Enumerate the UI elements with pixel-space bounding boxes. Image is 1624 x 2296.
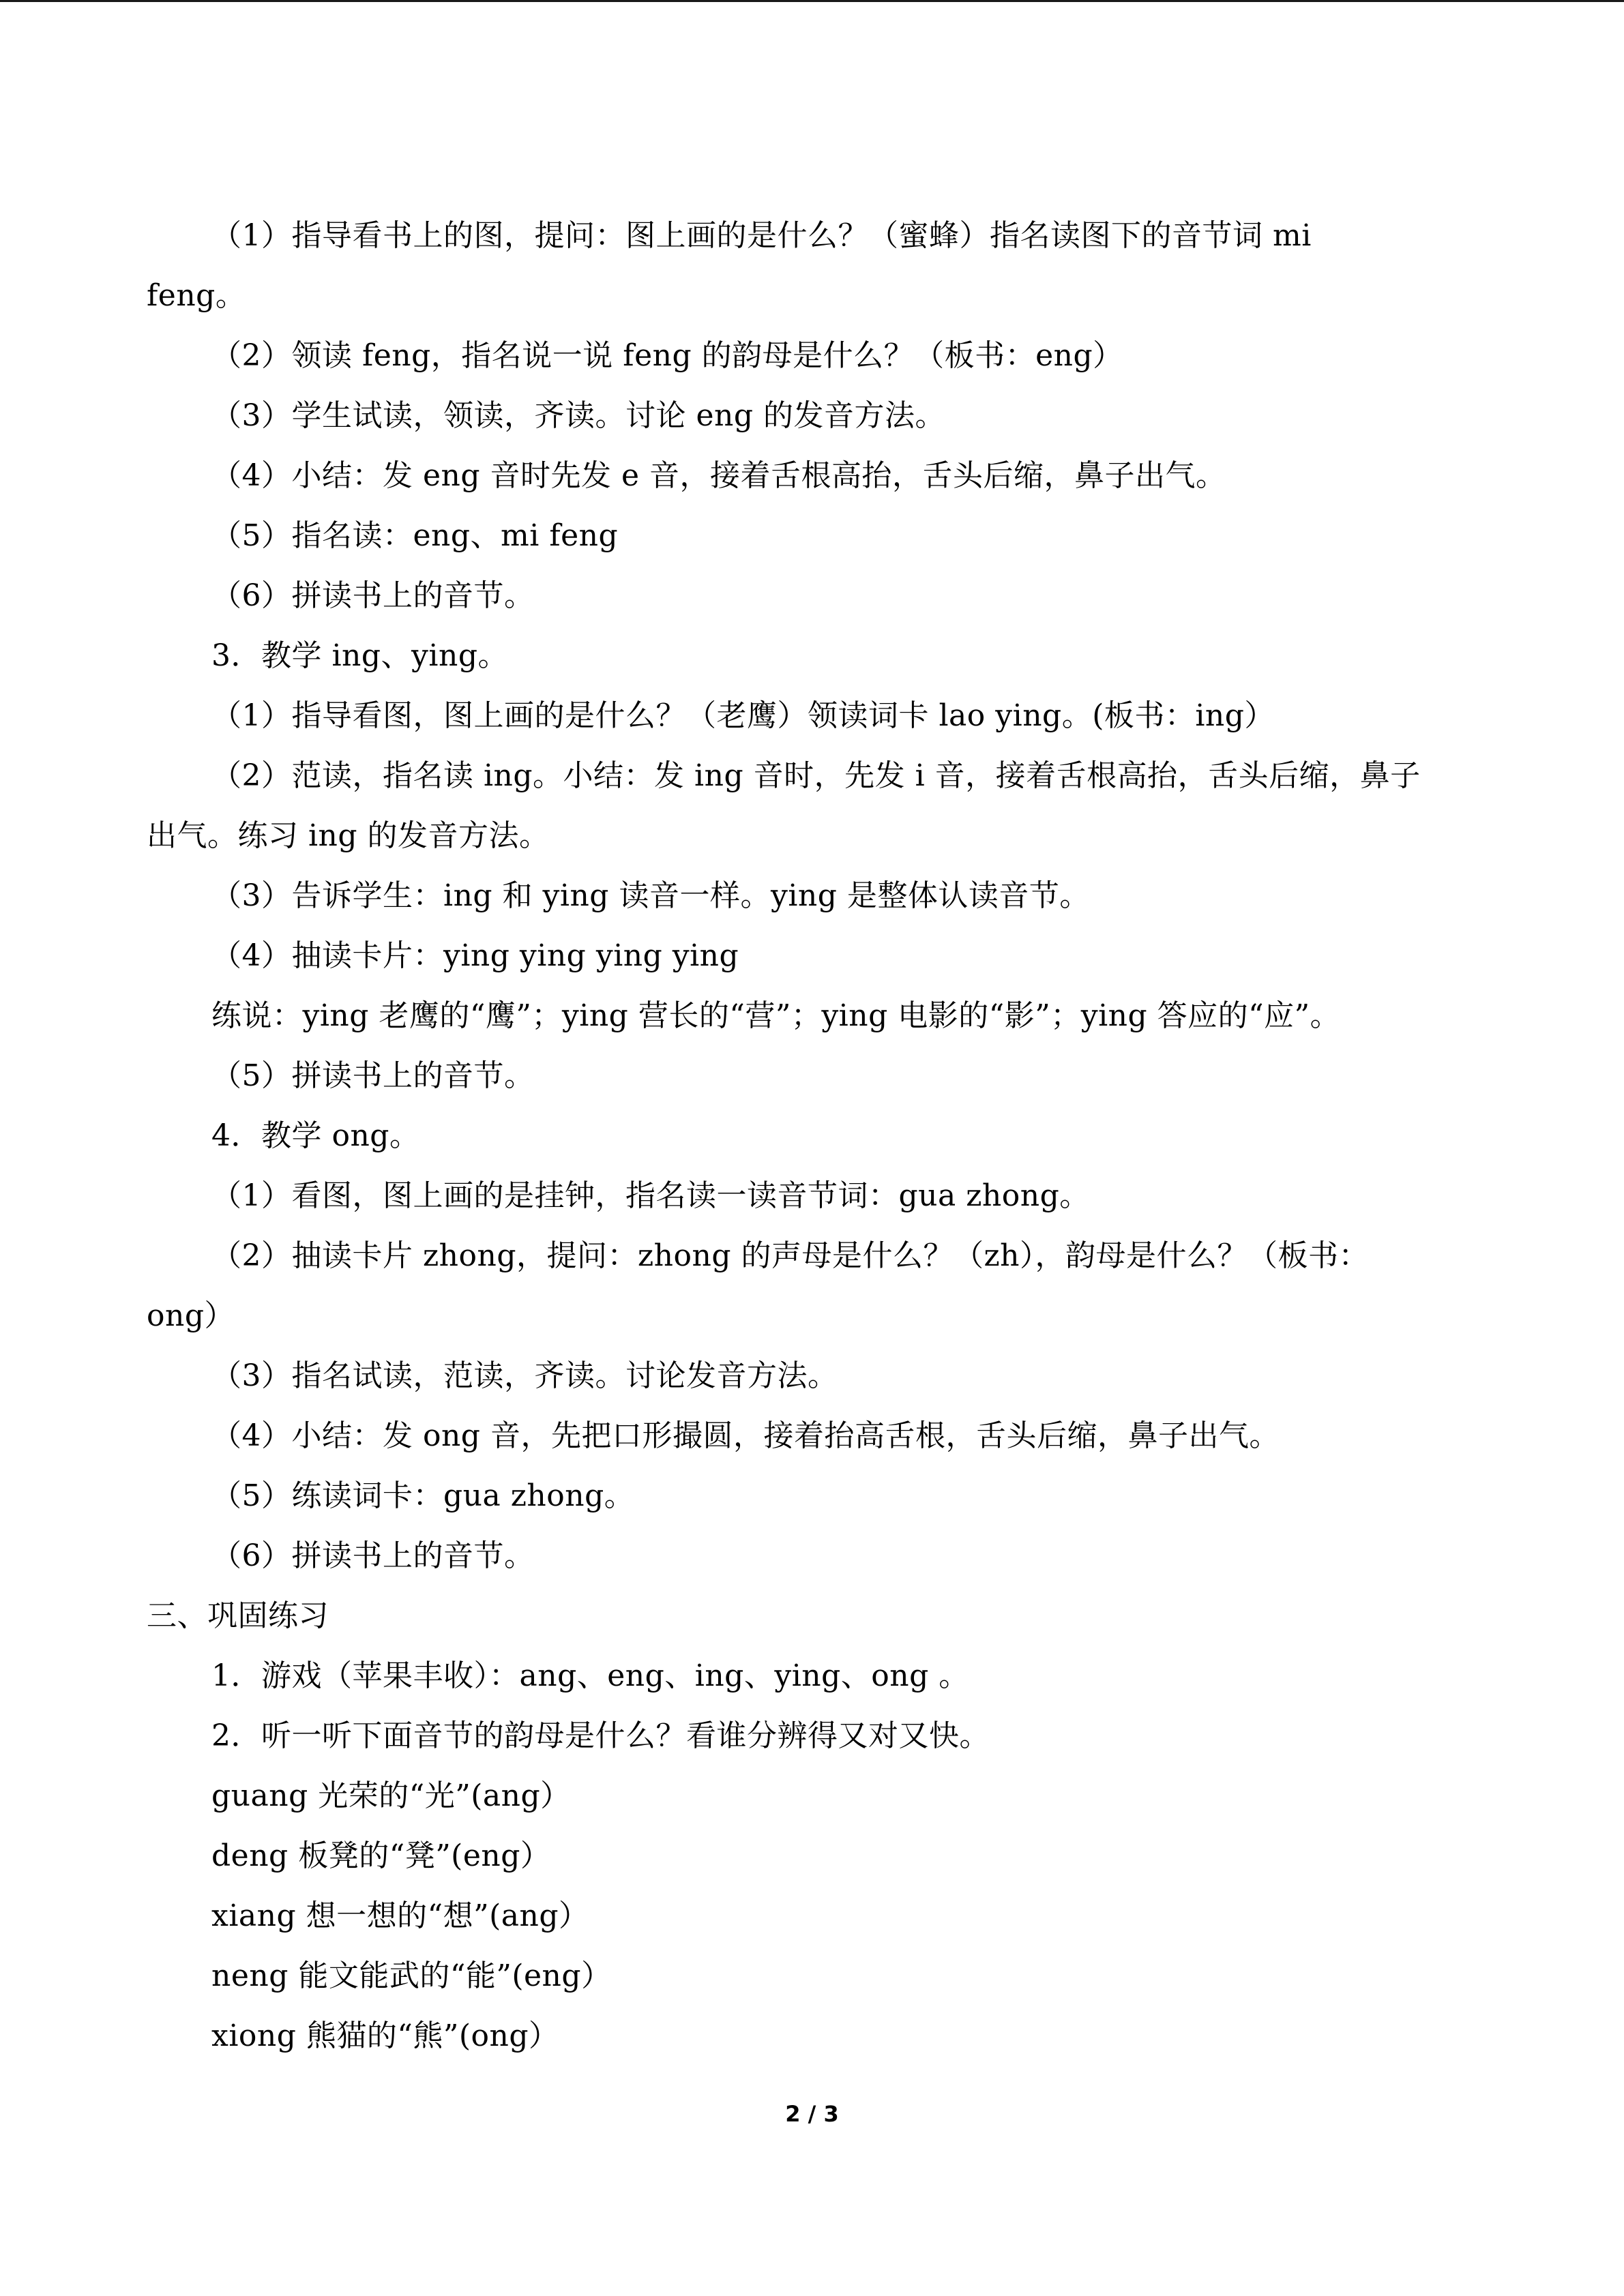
paragraph-line: （3）学生试读，领读，齐读。讨论 eng 的发音方法。 xyxy=(211,398,946,433)
example-line: guang 光荣的“光”(ang） xyxy=(211,1778,571,1813)
paragraph-line: （4）小结：发 ong 音，先把口形撮圆，接着抬高舌根，舌头后缩，鼻子出气。 xyxy=(211,1418,1280,1453)
paragraph-line: （5）拼读书上的音节。 xyxy=(211,1058,535,1093)
section-heading: 三、巩固练习 xyxy=(147,1598,329,1633)
document-body xyxy=(147,206,1477,2066)
paragraph-line: （3）指名试读，范读，齐读。讨论发音方法。 xyxy=(211,1358,838,1393)
paragraph-line: （1）指导看图，图上画的是什么？（老鹰）领读词卡 lao ying。(板书：ing） xyxy=(211,698,1275,733)
page-number: 2 / 3 xyxy=(785,2101,839,2127)
paragraph-line: （6）拼读书上的音节。 xyxy=(211,578,535,613)
paragraph-line: （5）练读词卡：gua zhong。 xyxy=(211,1478,635,1513)
section-heading: 3．教学 ing、ying。 xyxy=(211,638,508,673)
paragraph-line: ong） xyxy=(147,1298,235,1333)
example-line: neng 能文能武的“能”(eng） xyxy=(211,1958,612,1993)
paragraph-line: 2．听一听下面音节的韵母是什么？看谁分辨得又对又快。 xyxy=(211,1718,990,1753)
example-line: xiang 想一想的“想”(ang） xyxy=(211,1898,589,1933)
paragraph-line: （1）指导看书上的图，提问：图上画的是什么？（蜜蜂）指名读图下的音节词 mi xyxy=(211,218,1312,253)
paragraph-line: （3）告诉学生：ing 和 ying 读音一样。ying 是整体认读音节。 xyxy=(211,878,1090,913)
page-top-border xyxy=(0,0,1624,2)
paragraph-line: （2）范读，指名读 ing。小结：发 ing 音时，先发 i 音，接着舌根高抬，舌头后缩，鼻子 xyxy=(211,758,1421,793)
paragraph-line: 练说：ying 老鹰的“鹰”；ying 营长的“营”；ying 电影的“影”；ying 答应的“应”。 xyxy=(211,998,1341,1033)
section-heading: 4．教学 ong。 xyxy=(211,1118,420,1153)
paragraph-line: （2）抽读卡片 zhong，提问：zhong 的声母是什么？（zh），韵母是什么？（板书： xyxy=(211,1238,1370,1273)
paragraph-line: 出气。练习 ing 的发音方法。 xyxy=(147,818,550,853)
paragraph-line: feng。 xyxy=(147,278,246,313)
paragraph-line: （4）抽读卡片：ying ying ying ying xyxy=(211,938,739,973)
paragraph-line: 1．游戏（苹果丰收）：ang、eng、ing、ying、ong 。 xyxy=(211,1658,969,1693)
paragraph-line: （5）指名读：eng、mi feng xyxy=(211,518,619,553)
example-line: xiong 熊猫的“熊”(ong） xyxy=(211,2018,559,2053)
paragraph-line: （1）看图，图上画的是挂钟，指名读一读音节词：gua zhong。 xyxy=(211,1178,1090,1213)
paragraph-line: （4）小结：发 eng 音时先发 e 音，接着舌根高抬，舌头后缩，鼻子出气。 xyxy=(211,458,1226,493)
paragraph-line: （2）领读 feng，指名说一说 feng 的韵母是什么？（板书：eng） xyxy=(211,338,1123,373)
paragraph-line: （6）拼读书上的音节。 xyxy=(211,1538,535,1573)
example-line: deng 板凳的“凳”(eng） xyxy=(211,1838,551,1873)
